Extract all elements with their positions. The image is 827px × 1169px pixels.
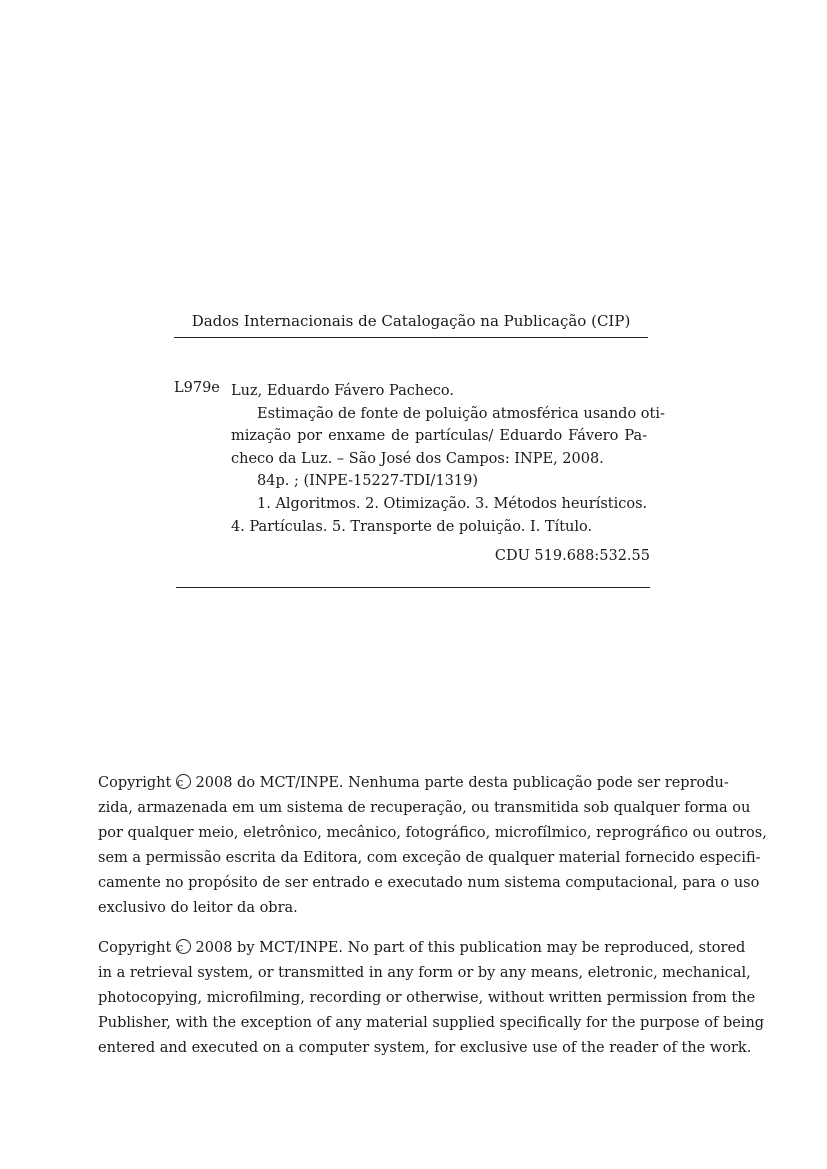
catalog-entry [231,380,665,493]
copyright-en-line-5: entered and executed on a computer system, for exclusive use of the reader of the work. [98,1040,752,1056]
copyright-en-text-1: 2008 by MCT/INPE. No part of this publication may be reproduced, stored [195,940,746,956]
copyright-pt-line-6: exclusivo do leitor da obra. [98,900,298,916]
copyright-pt-line-3: por qualquer meio, eletrônico, mecânico, fotográfico, microfílmico, reprográfico ou outros, [98,825,767,841]
title-line-3: checo da Luz. – São José dos Campos: INPE, 2008. [231,450,604,467]
copyright-symbol-icon: c [176,939,191,954]
copyright-en-line-4: Publisher, with the exception of any material supplied specifically for the purpose of being [98,1015,765,1031]
title-line-2: mização por enxame de partículas/ Eduardo Fávero Pa- [231,428,647,444]
cip-bottom-rule [176,587,650,588]
copyright-en-line-2: in a retrieval system, or transmitted in any form or by any means, eletronic, mechanical, [98,965,751,981]
copyright-prefix: Copyright [98,940,172,956]
subjects-line-2: 4. Partículas. 5. Transporte de poluição. I. Título. [231,518,593,535]
subjects-line-1: 1. Algoritmos. 2. Otimização. 3. Métodos heurísticos. [257,496,648,512]
title-line-1: Estimação de fonte de poluição atmosférica usando oti- [257,405,665,422]
author-line: Luz, Eduardo Fávero Pacheco. [231,383,454,399]
call-number: L979e [174,380,220,396]
cip-top-rule [174,337,648,338]
copyright-en-line-3: photocopying, microfilming, recording or otherwise, without written permission from the [98,990,756,1006]
copyright-symbol-icon: c [176,774,191,789]
copyright-pt-line-4: sem a permissão escrita da Editora, com exceção de qualquer material fornecido especifi- [98,850,761,866]
copyright-english [98,936,765,1061]
cdu-classification: CDU 519.688:532.55 [494,548,650,564]
copyright-prefix: Copyright [98,775,172,791]
copyright-pt-line-2: zida, armazenada em um sistema de recuperação, ou transmitida sob qualquer forma ou [98,800,751,816]
copyright-pt-text-1: 2008 do MCT/INPE. Nenhuma parte desta publicação pode ser reprodu- [195,775,729,791]
subject-headings [231,493,647,538]
copyright-pt-line-5: camente no propósito de ser entrado e executado num sistema computacional, para o uso [98,875,760,891]
cip-title: Dados Internacionais de Catalogação na Publicação (CIP) [191,312,631,330]
copyright-pt-line-1 [98,771,728,796]
copyright-portuguese [98,771,767,921]
copyright-en-line-1 [98,936,746,961]
pagination-line: 84p. ; (INPE-15227-TDI/1319) [257,473,479,489]
